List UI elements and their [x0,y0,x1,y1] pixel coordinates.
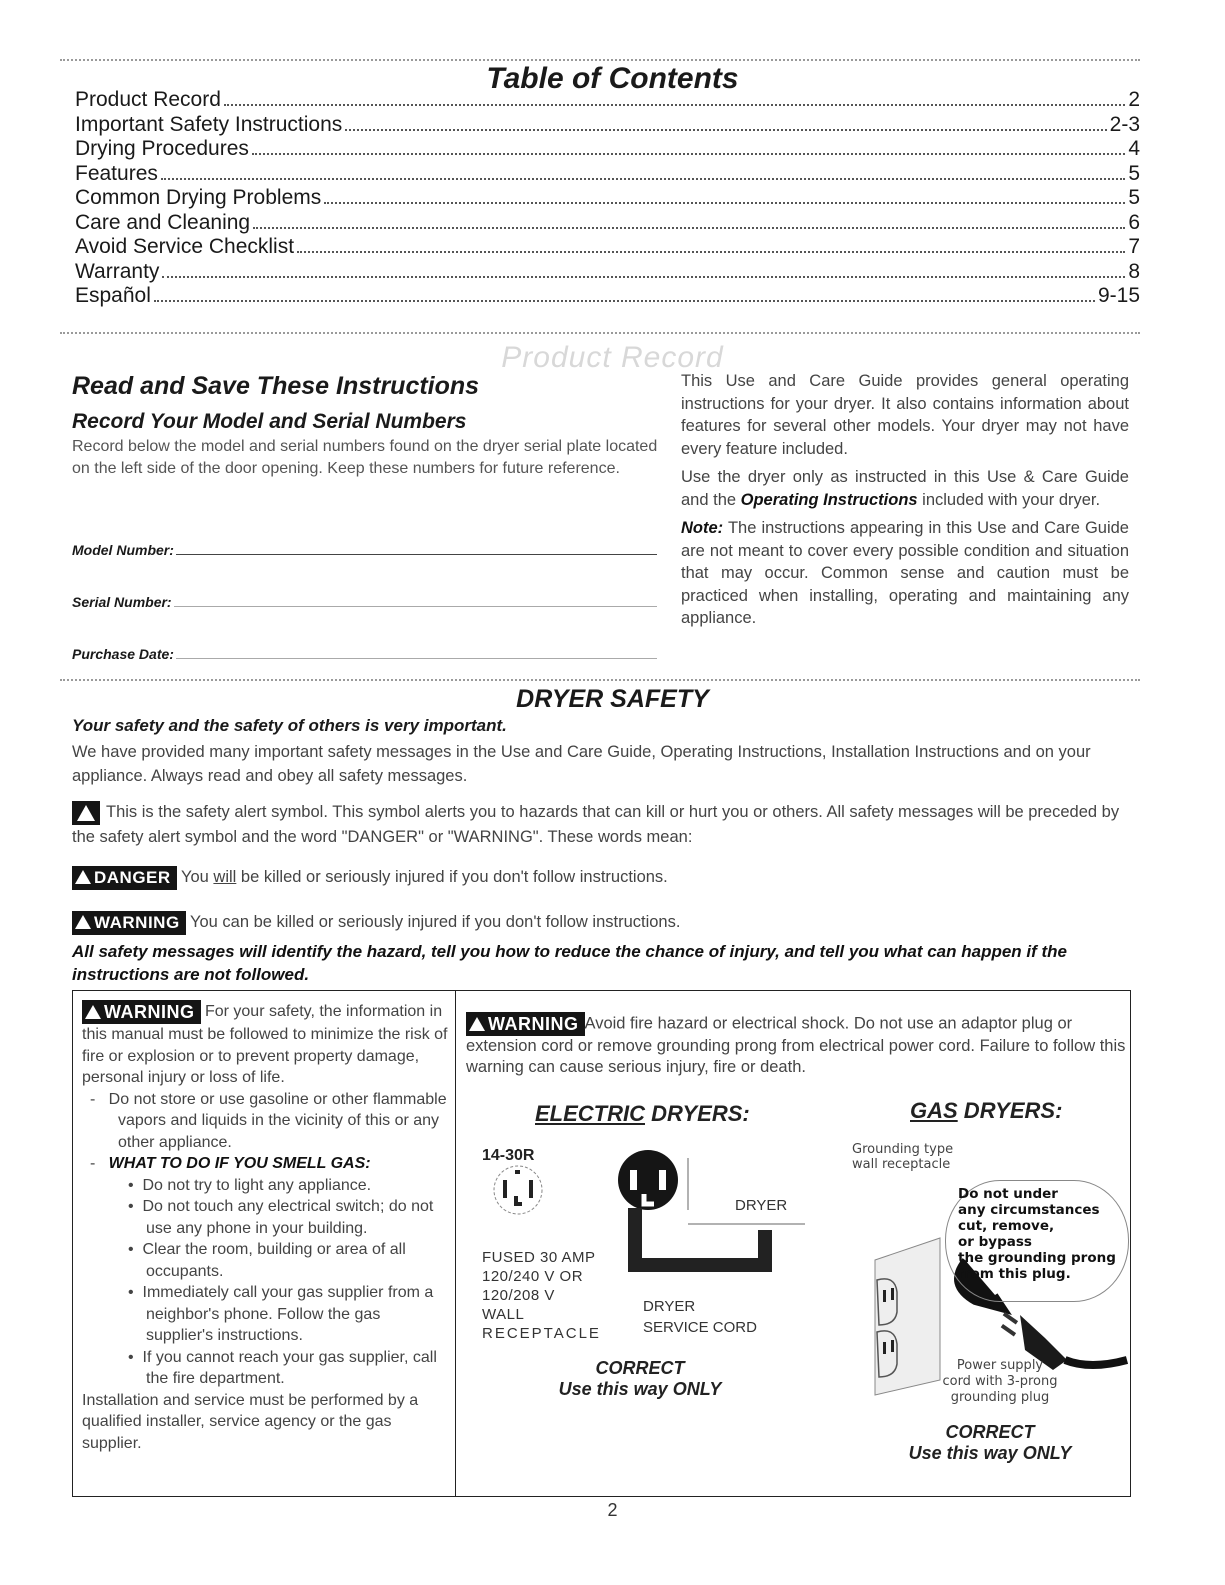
dryers-word: DRYERS: [957,1098,1063,1123]
warning-subitem: • Do not try to light any appliance. [128,1176,372,1194]
record-instructions: Record below the model and serial numbers found on the dryer serial plate located on the left side of the door opening. Keep these numbers for future reference. [72,438,658,477]
warning-subitem: • Immediately call your gas supplier from a neighbor's phone. Follow the gas supplier's instructions. [128,1284,434,1344]
toc-entry-label: Warranty [75,259,160,283]
callout-line: the grounding prong [958,1250,1116,1266]
correct-label: CORRECT [945,1422,1035,1442]
warning-badge [466,1012,585,1036]
callout-line: cut, remove, [958,1218,1055,1234]
toc-entry-page: 5 [1128,186,1140,209]
gas-warning-panel [82,1000,450,1454]
caption-line: grounding plug [950,1390,1050,1405]
toc-leader [324,202,1125,204]
caption-line: cord with 3-prong [942,1374,1058,1389]
danger-text: be killed or seriously injured if you don't follow instructions. [236,868,668,886]
intro-paragraph: This Use and Care Guide provides general operating instructions for your dryer. It also contains information about features for several other models. Your dryer may not have every feature included. [681,372,1129,458]
warning-subitem-text: Do not try to light any appliance. [142,1176,372,1194]
note-paragraph [681,517,1129,630]
toc-entry-label: Features [75,161,158,185]
page-number: 2 [607,1500,618,1520]
purchase-date-line[interactable] [176,644,657,659]
cord-label-line: SERVICE CORD [643,1319,757,1336]
power-supply-caption [925,1358,1075,1406]
toc-leader [161,178,1125,180]
operating-instructions-emphasis: Operating Instructions [740,490,918,509]
warning-subitem-text: Clear the room, building or area of all occupants. [142,1241,406,1280]
intro-text: Use the dryer only as instructed in this Use & Care Guide and the [681,468,1129,509]
model-number-label: Model Number: [72,542,174,558]
toc-entry[interactable] [75,88,1140,113]
callout-line: or bypass [958,1234,1032,1250]
toc-entry[interactable] [75,186,1140,211]
caption-line: Grounding type [852,1142,954,1157]
toc-entry[interactable] [75,235,1140,260]
toc-entry[interactable] [75,137,1140,162]
danger-text-will: will [213,868,237,886]
intro-text: included with your dryer. [917,490,1101,509]
electric-word: ELECTRIC [535,1101,645,1126]
dryer-safety-subtitle: Your safety and the safety of others is very important. [72,716,507,735]
toc-list [75,88,1140,309]
toc-entry-page: 2 [1128,88,1140,111]
use-care-intro [681,370,1129,636]
dryers-word: DRYERS: [645,1101,750,1126]
toc-entry[interactable] [75,113,1140,138]
gas-warning-lead [82,1000,450,1089]
toc-entry-label: Important Safety Instructions [75,112,343,136]
dryer-label: DRYER [735,1197,788,1214]
warning-triangle-icon [469,1017,485,1031]
electric-correct [520,1358,760,1400]
gas-correct [870,1422,1110,1464]
electrical-warning-text [466,1012,1126,1078]
alert-symbol-text: This is the safety alert symbol. This symbol alerts you to hazards that can kill or hurt you or others. All safety messages will be preceded by the safety alert symbol and the word "DANGER" or "WARNING". These words mean: [72,803,1120,846]
toc-entry[interactable] [75,260,1140,285]
subheading-record-numbers: Record Your Model and Serial Numbers [72,410,467,433]
toc-entry-label: Care and Cleaning [75,210,251,234]
warning-triangle-icon [75,870,91,884]
use-this-way-label: Use this way ONLY [908,1443,1072,1463]
caption-line: Power supply [956,1358,1044,1373]
alert-symbol-paragraph [72,800,1132,849]
spec-line: FUSED 30 AMP [482,1249,596,1266]
top-divider [60,59,1140,61]
toc-entry-page: 4 [1128,137,1140,160]
toc-entry-page: 2-3 [1109,112,1140,136]
toc-entry-label: Avoid Service Checklist [75,235,295,258]
warning-subitem-text: Do not touch any electrical switch; do not use any phone in your building. [142,1198,434,1237]
electrical-warning-body: Avoid fire hazard or electrical shock. Do not use an adaptor plug or extension cord or remove grounding prong from electrical power cord. Failure to follow this warning can cause serious injury, fire or death. [466,1014,1126,1076]
receptacle-icon [494,1166,542,1214]
spec-line: 120/208 V [482,1287,555,1304]
danger-text: You [180,868,214,886]
spec-line: WALL [482,1306,525,1323]
spec-line: RECEPTACLE [482,1325,601,1342]
toc-entry-label: Product Record [75,88,221,111]
toc-leader [162,276,1125,278]
note-label: Note: [681,519,724,537]
warning-item: - WHAT TO DO IF YOU SMELL GAS: [90,1155,371,1172]
warning-item-text: Do not store or use gasoline or other flammable vapors and liquids in the vicinity of this or any other appliance. [108,1090,447,1151]
warning-lead-text: For your safety, the information in this manual must be followed to minimize the risk of fire or explosion or to prevent property damage, personal injury or loss of life. [82,1003,448,1086]
cord-label [643,1296,757,1338]
toc-entry[interactable] [75,211,1140,236]
installation-note: Installation and service must be performed by a qualified installer, service agency or the gas supplier. [82,1391,419,1452]
model-number-field[interactable] [72,540,657,558]
toc-entry[interactable] [75,284,1140,309]
note-text: The instructions appearing in this Use and Care Guide are not meant to cover every possible condition and situation that may occur. Common sense and caution must be practiced when installing, operating and maintaining any appliance. [681,519,1129,627]
gas-dryers-heading [910,1098,1062,1124]
gas-word: GAS [910,1098,958,1123]
intro-paragraph-2 [681,466,1129,511]
serial-number-field[interactable] [72,592,657,610]
toc-leader [154,300,1095,302]
model-number-line[interactable] [176,540,657,555]
toc-entry-page: 5 [1128,161,1140,185]
serial-number-line[interactable] [174,592,657,607]
warning-triangle-icon [75,915,91,929]
toc-entry-label: Español [75,284,151,307]
warning-badge [72,911,186,935]
callout-line: from this plug. [958,1266,1071,1282]
receptacle-code: 14-30R [482,1147,535,1164]
purchase-date-field[interactable] [72,644,657,662]
spec-line: 120/240 V OR [482,1268,584,1285]
receptacle-specs [482,1248,601,1343]
warning-item: - Do not store or use gasoline or other flammable vapors and liquids in the vicinity of this or any other appliance. [90,1090,447,1151]
dryer-cord [635,1208,765,1265]
warning-subitem: • Do not touch any electrical switch; do not use any phone in your building. [128,1198,434,1237]
warning-box-divider [455,990,456,1497]
toc-leader [253,227,1125,229]
plug-face-icon [618,1150,678,1210]
toc-entry[interactable] [75,162,1140,187]
toc-entry-label: Common Drying Problems [75,186,322,209]
toc-leader [345,129,1106,131]
toc-leader [252,153,1125,155]
toc-entry-page: 6 [1128,210,1140,234]
record-bottom-divider [60,679,1140,681]
grounding-caption [852,1142,953,1172]
toc-leader [297,251,1125,253]
cord-label-line: DRYER [643,1298,696,1315]
warning-subitem: • Clear the room, building or area of all occupants. [128,1241,406,1280]
danger-badge [72,866,177,890]
toc-entry-page: 9-15 [1097,284,1140,307]
caption-line: wall receptacle [852,1157,951,1172]
toc-title: Table of Contents [486,62,739,95]
serial-number-label: Serial Number: [72,594,172,610]
all-safety-messages: All safety messages will identify the hazard, tell you how to reduce the chance of injury, and tell you what can happen if the instructions are not followed. [72,942,1068,984]
toc-leader [224,104,1125,106]
callout-line: Do not under [958,1186,1058,1202]
purchase-date-label: Purchase Date: [72,646,174,662]
toc-entry-page: 8 [1128,259,1140,283]
use-this-way-label: Use this way ONLY [558,1379,722,1399]
warning-subitem-text: If you cannot reach your gas supplier, call the fire department. [142,1348,437,1387]
electric-dryers-heading [535,1101,750,1127]
warning-badge-label: WARNING [104,1002,195,1022]
warning-subitem: • If you cannot reach your gas supplier, call the fire department. [128,1348,437,1387]
callout-line: any circumstances [958,1202,1100,1218]
toc-bottom-divider [60,332,1140,334]
section-title-product-record: Product Record [501,341,724,374]
heading-read-save: Read and Save These Instructions [72,372,480,400]
warning-subitem-text: Immediately call your gas supplier from a neighbor's phone. Follow the gas supplier's instructions. [142,1284,434,1344]
dryer-safety-title: DRYER SAFETY [516,685,709,713]
grounding-callout [958,1186,1128,1282]
safety-intro: We have provided many important safety messages in the Use and Care Guide, Operating Instructions, Installation Instructions and on your appliance. Always read and obey all safety messages. [72,743,1091,785]
warning-text: You can be killed or seriously injured if you don't follow instructions. [189,913,681,931]
toc-entry-label: Drying Procedures [75,137,249,160]
warning-triangle-icon [85,1005,101,1019]
warning-badge-label: WARNING [488,1014,579,1034]
danger-badge-label: DANGER [94,867,171,887]
warning-definition [72,910,680,935]
warning-badge-label: WARNING [94,912,180,932]
safety-alert-icon [72,801,100,825]
toc-entry-page: 7 [1128,235,1140,258]
correct-label: CORRECT [595,1358,685,1378]
warning-badge [82,1000,201,1024]
danger-definition [72,865,668,890]
smell-gas-heading: WHAT TO DO IF YOU SMELL GAS: [108,1155,371,1172]
